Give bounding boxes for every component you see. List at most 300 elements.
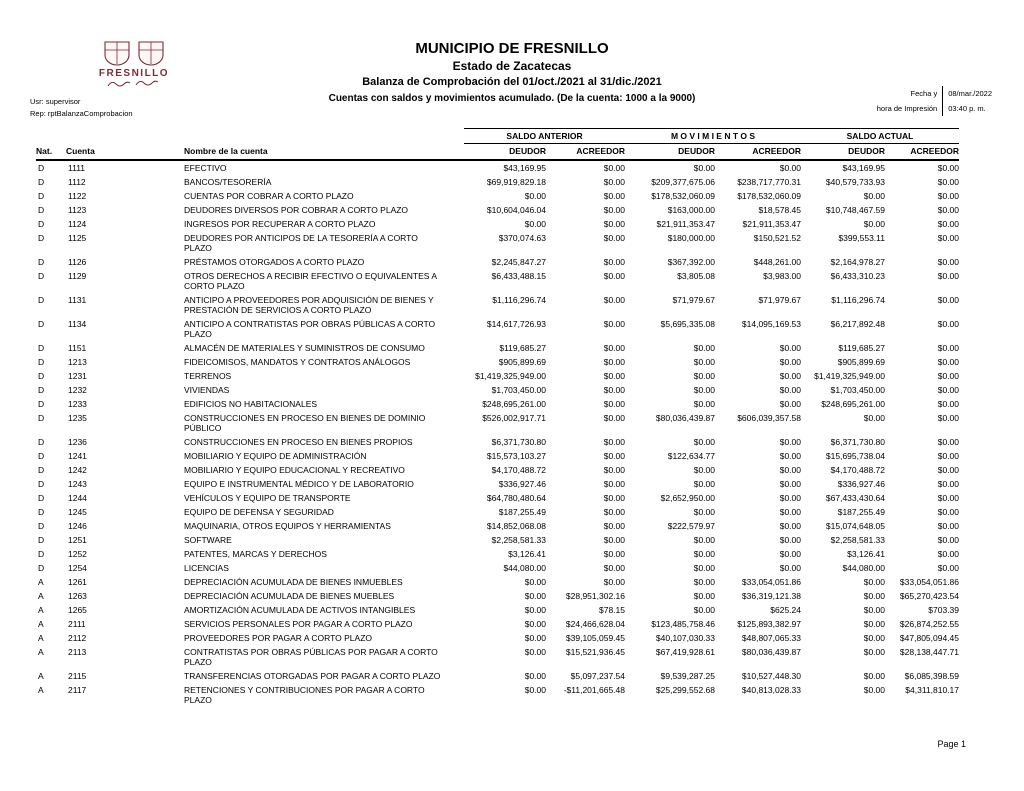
cuenta-cell: 1254	[68, 563, 87, 573]
amount-cell: $14,852,068.08	[486, 521, 546, 531]
nat-cell: D	[38, 319, 45, 329]
amount-cell: $0.00	[603, 465, 625, 475]
amount-cell: $0.00	[603, 233, 625, 243]
account-row	[36, 617, 959, 631]
amount-cell: $0.00	[693, 357, 715, 367]
nat-cell: D	[38, 205, 45, 215]
amount-cell: $0.00	[937, 233, 960, 243]
user-line: Usr: supervisor	[30, 97, 81, 106]
amount-cell: $0.00	[863, 619, 885, 629]
amount-cell: $448,261.00	[753, 257, 801, 267]
amount-cell: $15,521,936.45	[565, 647, 625, 657]
amount-cell: $0.00	[603, 399, 625, 409]
amount-cell: $0.00	[779, 549, 801, 559]
amount-cell: $69,919,829.18	[486, 177, 546, 187]
nat-cell: D	[38, 177, 45, 187]
account-row	[36, 317, 959, 341]
account-row	[36, 175, 959, 189]
cuenta-cell: 1245	[68, 507, 87, 517]
nombre-cell: FIDEICOMISOS, MANDATOS Y CONTRATOS ANÁLOGOS	[184, 357, 411, 367]
account-row	[36, 383, 959, 397]
cuenta-cell: 1231	[68, 371, 87, 381]
cuenta-cell: 1134	[68, 319, 87, 329]
amount-cell: $526,002,917.71	[482, 413, 546, 423]
account-row	[36, 589, 959, 603]
amount-cell: $15,074,648.05	[825, 521, 885, 531]
nat-cell: D	[38, 357, 45, 367]
amount-cell: $0.00	[937, 319, 960, 329]
amount-cell: $0.00	[937, 437, 960, 447]
amount-cell: $4,311,810.17	[905, 685, 960, 695]
nombre-cell: MOBILIARIO Y EQUIPO EDUCACIONAL Y RECREATIVO	[184, 465, 405, 475]
amount-cell: $248,695,261.00	[821, 399, 885, 409]
amount-cell: $0.00	[603, 257, 625, 267]
amount-cell: $0.00	[779, 535, 801, 545]
nombre-cell: EFECTIVO	[184, 163, 227, 173]
amount-cell: $122,634.77	[667, 451, 715, 461]
cuenta-cell: 1122	[68, 191, 87, 201]
amount-cell: $39,105,059.45	[565, 633, 625, 643]
report-name-line: Rep: rptBalanzaComprobacion	[30, 109, 133, 118]
account-row	[36, 575, 959, 589]
amount-cell: $6,085,398.59	[904, 671, 960, 681]
col-sa-deudor: DEUDOR	[464, 144, 546, 161]
account-row	[36, 355, 959, 369]
amount-cell: $48,807,065.33	[741, 633, 801, 643]
amount-cell: $238,717,770.31	[737, 177, 801, 187]
account-row	[36, 505, 959, 519]
logo-wordmark: FRESNILLO	[98, 68, 170, 79]
cuenta-cell: 1126	[68, 257, 87, 267]
cuenta-cell: 1252	[68, 549, 87, 559]
amount-cell: $80,036,439.87	[741, 647, 801, 657]
amount-cell: $0.00	[603, 357, 625, 367]
cuenta-cell: 1261	[68, 577, 87, 587]
amount-cell: $0.00	[779, 437, 801, 447]
nat-cell: D	[38, 451, 45, 461]
amount-cell: $0.00	[603, 271, 625, 281]
amount-cell: $0.00	[603, 295, 625, 305]
amount-cell: $0.00	[863, 647, 885, 657]
col-mov-acreedor: ACREEDOR	[715, 144, 801, 161]
amount-cell: $0.00	[779, 163, 801, 173]
nombre-cell: CONSTRUCCIONES EN PROCESO EN BIENES DE DOMINIO PÚBLICO	[184, 413, 426, 433]
amount-cell: $0.00	[693, 563, 715, 573]
cuenta-cell: 1213	[68, 357, 87, 367]
cuenta-cell: 1241	[68, 451, 87, 461]
nat-cell: D	[38, 191, 45, 201]
balance-table	[36, 128, 959, 707]
amount-cell: $43,169.95	[842, 163, 885, 173]
amount-cell: $0.00	[603, 451, 625, 461]
cuenta-cell: 2115	[68, 671, 87, 681]
amount-cell: $0.00	[937, 163, 960, 173]
amount-cell: $0.00	[693, 371, 715, 381]
col-act-acreedor: ACREEDOR	[885, 144, 959, 161]
amount-cell: $65,270,423.54	[899, 591, 960, 601]
amount-cell: $370,074.63	[498, 233, 546, 243]
nat-cell: D	[38, 563, 45, 573]
amount-cell: $71,979.67	[758, 295, 801, 305]
amount-cell: $1,703,450.00	[491, 385, 546, 395]
amount-cell: $0.00	[779, 563, 801, 573]
amount-cell: $0.00	[779, 493, 801, 503]
amount-cell: $0.00	[524, 591, 546, 601]
nat-cell: D	[38, 437, 45, 447]
amount-cell: $0.00	[603, 413, 625, 423]
account-row	[36, 561, 959, 575]
group-saldo-anterior: SALDO ANTERIOR	[464, 129, 625, 144]
print-info-values	[942, 86, 992, 116]
amount-cell: $0.00	[603, 343, 625, 353]
amount-cell: $0.00	[779, 343, 801, 353]
amount-cell: $0.00	[937, 219, 960, 229]
amount-cell: $14,095,169.53	[741, 319, 801, 329]
amount-cell: $0.00	[863, 605, 885, 615]
cuenta-cell: 1129	[68, 271, 87, 281]
nat-cell: D	[38, 343, 45, 353]
amount-cell: $187,255.49	[498, 507, 546, 517]
amount-cell: $0.00	[937, 343, 960, 353]
amount-cell: $0.00	[603, 563, 625, 573]
amount-cell: $905,899.69	[837, 357, 885, 367]
amount-cell: $0.00	[603, 437, 625, 447]
amount-cell: $0.00	[937, 493, 960, 503]
cuenta-cell: 1233	[68, 399, 87, 409]
amount-cell: $0.00	[603, 177, 625, 187]
amount-cell: $178,532,060.09	[651, 191, 715, 201]
nombre-cell: CONTRATISTAS POR OBRAS PÚBLICAS POR PAGAR A CORTO PLAZO	[184, 647, 438, 667]
account-row	[36, 463, 959, 477]
nat-cell: D	[38, 465, 45, 475]
nombre-cell: PROVEEDORES POR PAGAR A CORTO PLAZO	[184, 633, 372, 643]
amount-cell: $0.00	[779, 507, 801, 517]
nat-cell: D	[38, 219, 45, 229]
nat-cell: D	[38, 271, 45, 281]
amount-cell: $1,419,325,949.00	[475, 371, 546, 381]
amount-cell: $125,893,382.97	[737, 619, 801, 629]
cuenta-cell: 1244	[68, 493, 87, 503]
amount-cell: $6,371,730.80	[491, 437, 546, 447]
amount-cell: $0.00	[937, 371, 960, 381]
amount-cell: $6,433,310.23	[830, 271, 885, 281]
amount-cell: $178,532,060.09	[737, 191, 801, 201]
nombre-cell: EQUIPO DE DEFENSA Y SEGURIDAD	[184, 507, 334, 517]
amount-cell: $1,419,325,949.00	[814, 371, 885, 381]
amount-cell: $1,116,296.74	[492, 295, 546, 305]
nat-cell: D	[38, 535, 45, 545]
nombre-cell: ANTICIPO A PROVEEDORES POR ADQUISICIÓN DE BIENES Y PRESTACIÓN DE SERVICIOS A CORTO PLAZO	[184, 295, 434, 315]
amount-cell: $44,080.00	[842, 563, 885, 573]
nat-cell: D	[38, 479, 45, 489]
col-mov-deudor: DEUDOR	[625, 144, 715, 161]
amount-cell: $248,695,261.00	[482, 399, 546, 409]
amount-cell: $0.00	[937, 385, 960, 395]
amount-cell: $336,927.46	[498, 479, 546, 489]
nat-cell: A	[38, 633, 44, 643]
amount-cell: $0.00	[937, 465, 960, 475]
col-cuenta: Cuenta	[66, 144, 184, 161]
col-sa-acreedor: ACREEDOR	[546, 144, 625, 161]
amount-cell: $0.00	[937, 563, 960, 573]
amount-cell: $40,813,028.33	[741, 685, 801, 695]
amount-cell: $2,245,847.27	[491, 257, 546, 267]
nombre-cell: TERRENOS	[184, 371, 232, 381]
nat-cell: A	[38, 591, 44, 601]
amount-cell: $0.00	[693, 399, 715, 409]
amount-cell: $10,604,046.04	[486, 205, 546, 215]
report-scope: Cuentas con saldos y movimientos acumulado. (De la cuenta: 1000 a la 9000)	[328, 93, 696, 104]
cuenta-cell: 1124	[68, 219, 87, 229]
amount-cell: $123,485,758.46	[651, 619, 715, 629]
page-number: Page 1	[937, 739, 966, 749]
account-row	[36, 533, 959, 547]
amount-cell: $6,371,730.80	[830, 437, 885, 447]
amount-cell: $3,983.00	[763, 271, 801, 281]
amount-cell: $0.00	[693, 479, 715, 489]
amount-cell: $78.15	[599, 605, 625, 615]
amount-cell: $180,000.00	[667, 233, 715, 243]
amount-cell: $0.00	[937, 479, 960, 489]
cuenta-cell: 1111	[68, 163, 86, 173]
account-row	[36, 603, 959, 617]
nat-cell: D	[38, 413, 45, 423]
amount-cell: $9,539,287.25	[660, 671, 715, 681]
cuenta-cell: 2113	[68, 647, 87, 657]
amount-cell: $2,258,581.33	[830, 535, 885, 545]
cuenta-cell: 1246	[68, 521, 87, 531]
amount-cell: $2,652,950.00	[660, 493, 715, 503]
amount-cell: $40,579,733.93	[825, 177, 885, 187]
account-row	[36, 369, 959, 383]
nat-cell: A	[38, 647, 44, 657]
amount-cell: $0.00	[937, 399, 960, 409]
cuenta-cell: 1131	[68, 295, 87, 305]
amount-cell: $0.00	[863, 633, 885, 643]
amount-cell: $336,927.46	[837, 479, 885, 489]
amount-cell: $0.00	[937, 507, 960, 517]
amount-cell: $0.00	[693, 549, 715, 559]
nombre-cell: DEPRECIACIÓN ACUMULADA DE BIENES INMUEBLES	[184, 577, 403, 587]
amount-cell: $0.00	[937, 413, 960, 423]
amount-cell: $0.00	[524, 685, 546, 695]
cuenta-cell: 1251	[68, 535, 87, 545]
nombre-cell: AMORTIZACIÓN ACUMULADA DE ACTIVOS INTANGIBLES	[184, 605, 416, 615]
amount-cell: $0.00	[603, 479, 625, 489]
amount-cell: $187,255.49	[837, 507, 885, 517]
group-saldo-actual: SALDO ACTUAL	[801, 129, 959, 144]
amount-cell: $0.00	[603, 535, 625, 545]
account-row	[36, 341, 959, 355]
col-nat: Nat.	[36, 144, 66, 161]
amount-cell: $150,521.52	[753, 233, 801, 243]
amount-cell: $0.00	[603, 191, 625, 201]
amount-cell: $5,695,335.08	[660, 319, 715, 329]
amount-cell: $25,299,552.68	[655, 685, 715, 695]
nat-cell: D	[38, 549, 45, 559]
amount-cell: $14,617,726.93	[486, 319, 546, 329]
amount-cell: $4,170,488.72	[491, 465, 546, 475]
cuenta-cell: 1235	[68, 413, 87, 423]
amount-cell: $0.00	[693, 535, 715, 545]
account-row	[36, 189, 959, 203]
amount-cell: $0.00	[693, 591, 715, 601]
amount-cell: $0.00	[693, 385, 715, 395]
cuenta-cell: 1242	[68, 465, 87, 475]
nombre-cell: EQUIPO E INSTRUMENTAL MÉDICO Y DE LABORATORIO	[184, 479, 414, 489]
amount-cell: $119,685.27	[499, 343, 546, 353]
report-titles	[0, 40, 1024, 104]
account-row	[36, 683, 959, 707]
report-title: Balanza de Comprobación del 01/oct./2021 al 31/dic./2021	[362, 76, 662, 88]
amount-cell: $0.00	[779, 521, 801, 531]
amount-cell: $0.00	[693, 605, 715, 615]
amount-cell: $0.00	[603, 493, 625, 503]
account-row	[36, 645, 959, 669]
amount-cell: $0.00	[603, 319, 625, 329]
amount-cell: $0.00	[524, 219, 546, 229]
amount-cell: $10,527,448.30	[741, 671, 801, 681]
amount-cell: $67,419,928.61	[655, 647, 715, 657]
nombre-cell: EDIFICIOS NO HABITACIONALES	[184, 399, 318, 409]
amount-cell: $3,126.41	[508, 549, 546, 559]
amount-cell: $0.00	[779, 357, 801, 367]
nombre-cell: PRÉSTAMOS OTORGADOS A CORTO PLAZO	[184, 257, 365, 267]
amount-cell: $0.00	[524, 577, 546, 587]
amount-cell: $5,097,237.54	[570, 671, 625, 681]
amount-cell: $15,695,738.04	[825, 451, 885, 461]
amount-cell: $26,874,252.55	[899, 619, 960, 629]
cuenta-cell: 1232	[68, 385, 87, 395]
amount-cell: $6,433,488.15	[491, 271, 546, 281]
account-row	[36, 477, 959, 491]
amount-cell: $0.00	[524, 191, 546, 201]
group-movimientos: M O V I M I E N T O S	[625, 129, 801, 144]
table-body	[36, 160, 959, 707]
nat-cell: D	[38, 163, 45, 173]
cuenta-cell: 2112	[68, 633, 87, 643]
amount-cell: $0.00	[524, 605, 546, 615]
amount-cell: $3,126.41	[847, 549, 885, 559]
print-info	[877, 86, 992, 116]
amount-cell: $399,553.11	[838, 233, 885, 243]
amount-cell: $0.00	[693, 465, 715, 475]
nat-cell: A	[38, 577, 44, 587]
amount-cell: $0.00	[779, 451, 801, 461]
amount-cell: $0.00	[693, 577, 715, 587]
amount-cell: $0.00	[693, 507, 715, 517]
nombre-cell: CUENTAS POR COBRAR A CORTO PLAZO	[184, 191, 354, 201]
amount-cell: $0.00	[524, 633, 546, 643]
cuenta-cell: 2117	[68, 685, 87, 695]
cuenta-cell: 1125	[68, 233, 87, 243]
amount-cell: $0.00	[937, 205, 960, 215]
nat-cell: D	[38, 257, 45, 267]
nat-cell: D	[38, 493, 45, 503]
amount-cell: $4,170,488.72	[830, 465, 885, 475]
nat-cell: D	[38, 521, 45, 531]
amount-cell: $28,138,447.71	[899, 647, 960, 657]
amount-cell: $47,805,094.45	[899, 633, 960, 643]
amount-cell: $905,899.69	[498, 357, 546, 367]
account-row	[36, 519, 959, 533]
amount-cell: $606,039,357.58	[737, 413, 801, 423]
nat-cell: A	[38, 671, 44, 681]
amount-cell: $0.00	[863, 577, 885, 587]
amount-cell: $0.00	[693, 343, 715, 353]
cuenta-cell: 1112	[68, 177, 86, 187]
amount-cell: $33,054,051.86	[741, 577, 801, 587]
nombre-cell: VEHÍCULOS Y EQUIPO DE TRANSPORTE	[184, 493, 351, 503]
amount-cell: $0.00	[937, 295, 960, 305]
amount-cell: $0.00	[603, 521, 625, 531]
nombre-cell: SOFTWARE	[184, 535, 232, 545]
amount-cell: $18,578.45	[758, 205, 801, 215]
nombre-cell: LICENCIAS	[184, 563, 229, 573]
amount-cell: $40,107,030.33	[655, 633, 715, 643]
column-header-row	[36, 144, 959, 161]
nombre-cell: SERVICIOS PERSONALES POR PAGAR A CORTO PLAZO	[184, 619, 413, 629]
amount-cell: $209,377,675.06	[651, 177, 715, 187]
nombre-cell: VIVIENDAS	[184, 385, 230, 395]
amount-cell: $0.00	[863, 219, 885, 229]
amount-cell: $64,780,480.64	[486, 493, 546, 503]
print-date-label: Fecha y	[910, 89, 938, 98]
nombre-cell: DEUDORES DIVERSOS POR COBRAR A CORTO PLAZO	[184, 205, 409, 215]
nombre-cell: MOBILIARIO Y EQUIPO DE ADMINISTRACIÓN	[184, 451, 367, 461]
amount-cell: $21,911,353.47	[656, 219, 715, 229]
nombre-cell: RETENCIONES Y CONTRIBUCIONES POR PAGAR A CORTO PLAZO	[184, 685, 425, 705]
account-row	[36, 203, 959, 217]
nat-cell: A	[38, 685, 44, 695]
nombre-cell: MAQUINARIA, OTROS EQUIPOS Y HERRAMIENTAS	[184, 521, 391, 531]
municipality-title: MUNICIPIO DE FRESNILLO	[415, 40, 609, 57]
amount-cell: $367,392.00	[667, 257, 715, 267]
amount-cell: $0.00	[937, 357, 960, 367]
amount-cell: $67,433,430.64	[825, 493, 885, 503]
cuenta-cell: 1243	[68, 479, 87, 489]
cuenta-cell: 1263	[68, 591, 87, 601]
amount-cell: $0.00	[937, 535, 960, 545]
cuenta-cell: 1236	[68, 437, 87, 447]
nombre-cell: CONSTRUCCIONES EN PROCESO EN BIENES PROPIOS	[184, 437, 413, 447]
amount-cell: $1,116,296.74	[831, 295, 885, 305]
amount-cell: $0.00	[937, 451, 960, 461]
account-row	[36, 269, 959, 293]
amount-cell: $80,036,439.87	[655, 413, 715, 423]
nat-cell: D	[38, 507, 45, 517]
amount-cell: $0.00	[524, 647, 546, 657]
amount-cell: $0.00	[863, 685, 885, 695]
amount-cell: $0.00	[603, 549, 625, 559]
nombre-cell: DEPRECIACIÓN ACUMULADA DE BIENES MUEBLES	[184, 591, 395, 601]
account-row	[36, 411, 959, 435]
cuenta-cell: 1265	[68, 605, 87, 615]
nombre-cell: DEUDORES POR ANTICIPOS DE LA TESORERÍA A CORTO PLAZO	[184, 233, 418, 253]
nombre-cell: ALMACÉN DE MATERIALES Y SUMINISTROS DE CONSUMO	[184, 343, 425, 353]
report-header	[0, 0, 1024, 128]
amount-cell: $71,979.67	[672, 295, 715, 305]
nat-cell: D	[38, 233, 45, 243]
state-subtitle: Estado de Zacatecas	[452, 59, 572, 73]
amount-cell: $44,080.00	[503, 563, 546, 573]
account-row	[36, 491, 959, 505]
account-row	[36, 255, 959, 269]
report-meta	[30, 96, 133, 120]
nombre-cell: INGRESOS POR RECUPERAR A CORTO PLAZO	[184, 219, 376, 229]
nombre-cell: TRANSFERENCIAS OTORGADAS POR PAGAR A CORTO PLAZO	[184, 671, 441, 681]
group-header-row	[36, 129, 959, 144]
